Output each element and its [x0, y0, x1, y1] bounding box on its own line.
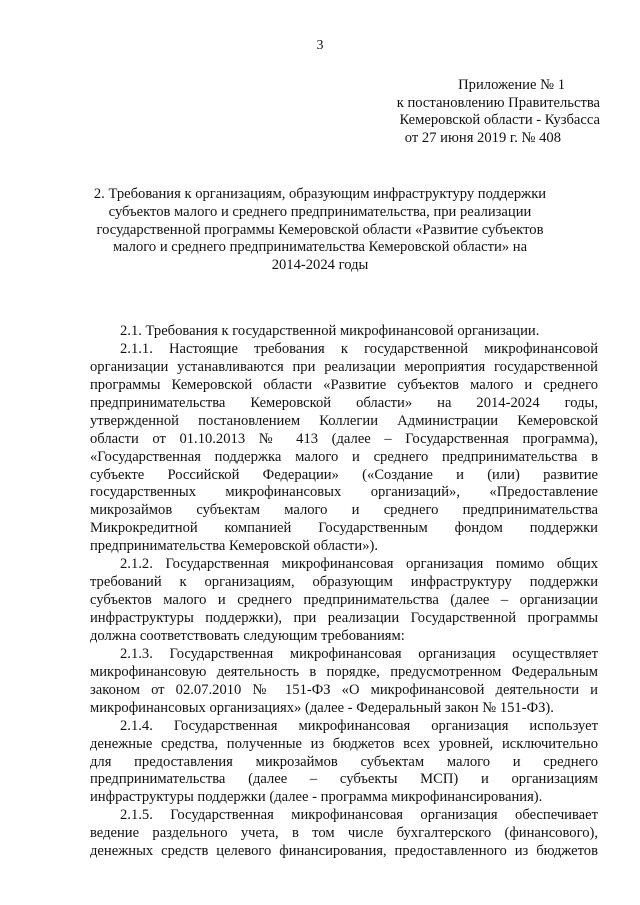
body-text-line: должна соответствовать следующим требованиям:: [90, 627, 405, 644]
body-text-line: 2.1.5. Государственная микрофинансовая организация обеспечивает: [120, 807, 598, 824]
body-text-line: микрофинансовых организациях» (далее - Федеральный закон № 151-ФЗ).: [90, 699, 554, 716]
body-text-line: области от 01.10.2013 № 413 (далее – Государственная программа),: [90, 430, 598, 447]
body-text-line: 2.1.4. Государственная микрофинансовая организация использует: [120, 717, 598, 734]
body-text-line: микрофинансовую деятельность в порядке, предусмотренном Федеральным: [90, 663, 598, 680]
document-body: [90, 323, 598, 861]
section-title-line: субъектов малого и среднего предпринимательства, при реализации: [108, 203, 532, 220]
body-text-line: «Государственная поддержка малого и среднего предпринимательства в: [90, 448, 598, 465]
body-text-line: предпринимательства (далее – субъекты МСП) и организациям: [90, 771, 598, 788]
appendix-block: [330, 77, 600, 147]
body-text-line: субъектов малого и среднего предпринимательства (далее – организации: [90, 592, 598, 609]
body-text-line: 2.1.1. Настоящие требования к государственной микрофинансовой: [120, 340, 598, 357]
body-text-line: 2.1.3. Государственная микрофинансовая организация осуществляет: [120, 645, 598, 662]
appendix-line: Кемеровской области - Кузбасса: [399, 112, 600, 129]
body-text-line: программы Кемеровской области «Развитие субъектов малого и среднего: [90, 376, 598, 393]
body-text-line: микрозаймов субъектам малого и среднего предпринимательства: [90, 502, 598, 519]
appendix-line: от 27 июня 2019 г. № 408: [404, 129, 561, 146]
body-text-line: требований к организациям, образующим инфраструктуру поддержки: [90, 574, 598, 591]
body-text-line: предпринимательства Кемеровской области»).: [90, 538, 378, 555]
section-title-line: 2. Требования к организациям, образующим инфраструктуру поддержки: [93, 186, 547, 202]
body-text-line: 2.1. Требования к государственной микрофинансовой организации.: [120, 323, 540, 339]
page-number: 3: [316, 38, 324, 53]
body-text-line: законом от 02.07.2010 № 151-ФЗ «О микрофинансовой деятельности и: [90, 681, 598, 698]
body-text-line: предпринимательства Кемеровской области» на 2014-2024 годы,: [90, 394, 598, 411]
body-text-line: денежные средства, полученные из бюджетов всех уровней, исключительно: [90, 735, 598, 752]
body-text-line: Микрокредитной компанией Государственным фондом поддержки: [90, 520, 598, 537]
body-text-line: организации устанавливаются при реализации мероприятия государственной: [90, 358, 598, 375]
appendix-line: Приложение № 1: [458, 77, 565, 93]
body-text-line: субъекте Российской Федерации» («Создание и (или) развитие: [90, 466, 598, 483]
body-text-line: ведение раздельного учета, в том числе бухгалтерского (финансового),: [90, 825, 598, 842]
body-text-line: инфраструктуры поддержки), при реализации Государственной программы: [90, 610, 598, 626]
body-text-line: инфраструктуры поддержки (далее - программа микрофинансирования).: [90, 789, 543, 806]
section-title-line: государственной программы Кемеровской области «Развитие субъектов: [96, 221, 544, 238]
section-title-line: малого и среднего предпринимательства Кемеровской области» на: [112, 239, 528, 256]
body-text-line: денежных средств целевого финансирования, предоставленного из бюджетов: [90, 843, 598, 860]
body-text-line: государственных микрофинансовых организаций», «Предоставление: [90, 484, 598, 501]
appendix-line: к постановлению Правительства: [396, 94, 600, 111]
section-title-line: 2014-2024 годы: [271, 257, 369, 274]
section-title: [80, 186, 560, 275]
body-text-line: утвержденной постановлением Коллегии Администрации Кемеровской: [90, 412, 598, 429]
body-text-line: для предоставления микрозаймов субъектам малого и среднего: [90, 753, 598, 770]
body-text-line: 2.1.2. Государственная микрофинансовая организация помимо общих: [120, 556, 598, 573]
